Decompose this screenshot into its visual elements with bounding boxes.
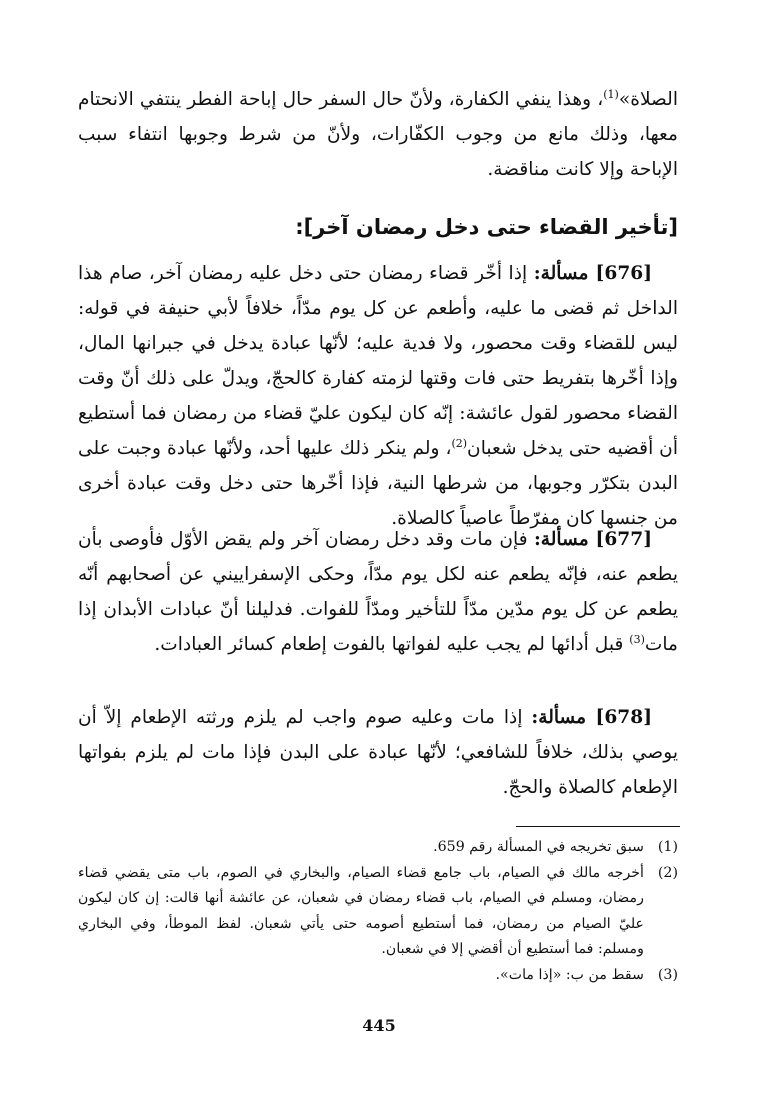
footnote-item	[78, 835, 678, 861]
footnote-ref-2[interactable]: (2)	[451, 436, 468, 450]
page-number: 445	[362, 1016, 396, 1035]
footnote-ref-1[interactable]: (1)	[603, 87, 619, 101]
footnote-number: (2)	[657, 864, 678, 881]
issue-677-label: [677] مسألة:	[533, 529, 652, 550]
issue-676-paragraph: [676] مسألة: إذا أخّر قضاء رمضان حتى دخل عليه رمضان آخر، صام هذا الداخل ثم قضى ما عليه، وأطعم عن كل يوم مدّاً، خلافاً لأبي حنيفة في قوله: ليس للقضاء وقت محصور، ولا فدية عليه؛ لأنّها عبادة يدخل في جبرانها المال، وإذا أخّرها بتفريط حتى فات وقتها لزمته كفارة كالحجّ، ويدلّ على ذلك أنّ وقت القضاء محصور لقول عائشة: إنّه كان ليكون عليّ قضاء من رمضان فما أستطيع أن أقضيه حتى يدخل شعبان$^{(2)}$، ولم ينكر ذلك عليها أحد، ولأنّها عبادة وجبت على البدن بتكرّر وجوبها، من شرطها النية، فإذا أخّرها حتى دخل وقت عبادة أخرى من جنسها كان مفرّطاً عاصياً كالصلاة.	[78, 263, 678, 529]
intro-text: الصلاة»$^{(1)}$، وهذا ينفي الكفارة، ولأنّ حال السفر حال إباحة الفطر ينتفي الانحتام معها، وذلك مانع من وجوب الكفّارات، ولأنّ من شرط وجوبها انتفاء سبب الإباحة وإلا كانت مناقضة.	[78, 87, 678, 180]
footnote-text: أخرجه مالك في الصيام، باب جامع قضاء الصيام، والبخاري في الصوم، باب متى يقضي قضاء رمضان، ومسلم في الصيام، باب قضاء رمضان في شعبان، عن عائشة أنها قالت: إن كان ليكون عليّ الصيام من رمضان، فما أستطيع أصومه حتى يأتي شعبان. لفظ الموطأ، وفي البخاري ومسلم: فما أستطيع أن أقضي إلا في شعبان.	[78, 864, 644, 957]
footnotes	[78, 835, 678, 988]
footnote-item	[78, 861, 678, 963]
issue-678-paragraph: [678] مسألة: إذا مات وعليه صوم واجب لم يلزم ورثته الإطعام إلاّ أن يوصي بذلك، خلافاً للشافعي؛ لأنّها عبادة على البدن فإذا مات لم يلزم بفواتها الإطعام كالصلاة والحجّ.	[78, 707, 678, 798]
footnote-ref-3[interactable]: (3)	[629, 632, 645, 646]
intro-paragraph	[78, 82, 678, 187]
footnote-number: (1)	[657, 839, 678, 855]
issue-678-label: [678] مسألة:	[531, 707, 652, 728]
section-heading: [تأخير القضاء حتى دخل رمضان آخر]:	[295, 215, 678, 239]
footnote-item	[78, 963, 678, 989]
footnote-text: سبق تخريجه في المسألة رقم 659.	[433, 839, 644, 855]
footnote-number: (3)	[657, 966, 678, 983]
issue-677-paragraph: [677] مسألة: فإن مات وقد دخل رمضان آخر ولم يقض الأوّل فأوصى بأن يطعم عنه، فإنّه يطعم عنه لكل يوم مدّاً، وحكى الإسفراييني عن أصحابهم أنّه يطعم عن كل يوم مدّين مدّاً للتأخير ومدّاً للفوات. فدليلنا أنّ عبادات الأبدان إذا مات$^{(3)}$ قبل أدائها لم يجب عليه لفواتها بالفوت إطعام كسائر العبادات.	[78, 529, 678, 655]
footnote-divider	[516, 826, 680, 827]
issue-676-label: [676] مسألة:	[533, 263, 653, 284]
footnote-text: سقط من ب: «إذا مات».	[495, 966, 644, 983]
